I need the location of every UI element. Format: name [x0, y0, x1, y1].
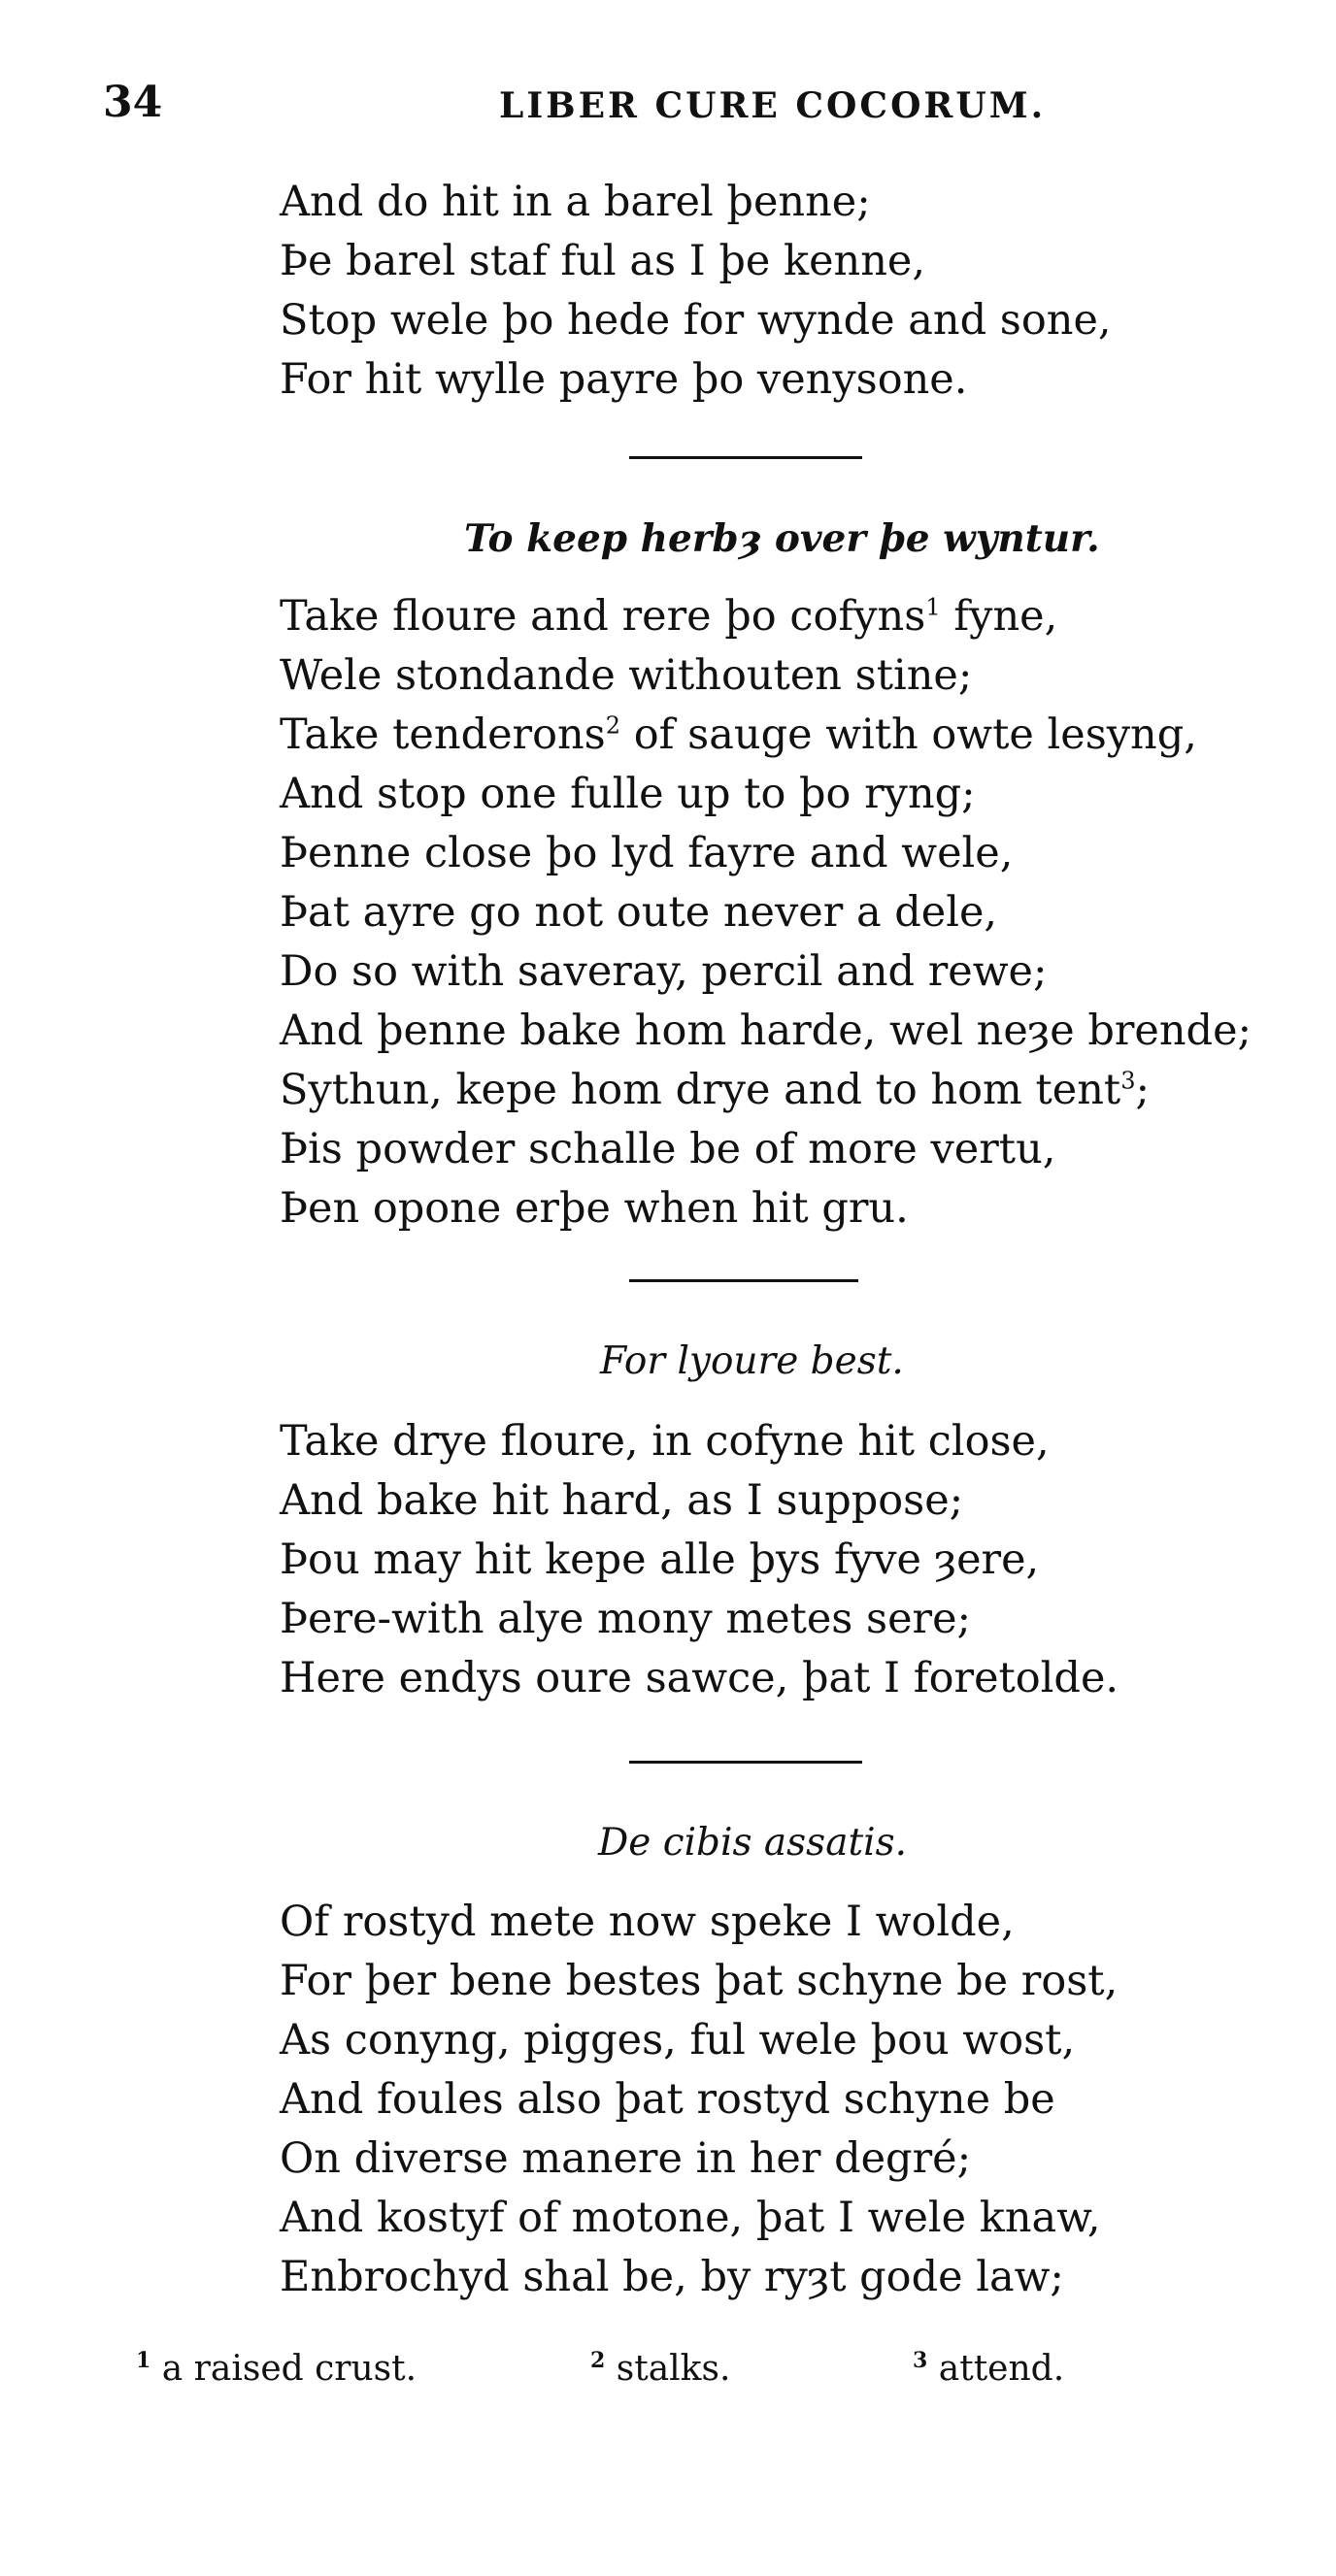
verse-line: Take drye floure, in cofyne hit close, [280, 1417, 1050, 1466]
verse-line: Sythun, kepe hom drye and to hom tent$^3$; [280, 1066, 1150, 1114]
footnote-marker: 3 [913, 2348, 928, 2373]
verse-line: Þere-with alye mony metes sere; [280, 1595, 972, 1643]
footnote-ref: 1 [925, 593, 941, 621]
footnote-ref: 2 [605, 711, 621, 740]
verse-line: Þe barel staf ful as I þe kenne, [280, 237, 926, 285]
verse-line: Enbrochyd shal be, by ryȝt gode law; [280, 2253, 1064, 2301]
verse-line: As conyng, pigges, ful wele þou wost, [280, 2016, 1076, 2064]
footnote-marker: 1 [136, 2348, 151, 2373]
verse-line: Þen opone erþe when hit gru. [280, 1184, 909, 1233]
verse-line: Do so with saveray, percil and rewe; [280, 947, 1048, 996]
verse-line: Þenne close þo lyd fayre and wele, [280, 829, 1014, 877]
verse-line: Wele stondande withouten stine; [280, 651, 973, 700]
footnote [913, 2349, 1064, 2389]
footnote [136, 2349, 417, 2389]
stanza-continuation [280, 173, 1112, 410]
verse-line: And foules also þat rostyd schyne be [280, 2075, 1055, 2124]
section-heading: De cibis assatis. [598, 1821, 907, 1865]
section-divider [629, 1761, 862, 1764]
footnote [590, 2349, 730, 2389]
footnote-marker: 2 [590, 2348, 606, 2373]
running-title: LIBER CURE COCORUM. [499, 85, 1047, 126]
verse-line: Take tenderons$^2$ of sauge with owte lesyng, [280, 710, 1197, 759]
verse-line: On diverse manere in her degré; [280, 2134, 972, 2183]
recipe-verse [280, 587, 1252, 1238]
footnote-ref: 3 [1120, 1067, 1136, 1095]
section-divider [629, 1279, 858, 1282]
section-divider [629, 456, 862, 459]
verse-line: For þer bene bestes þat schyne be rost, [280, 1957, 1119, 2005]
verse-line: Þat ayre go not oute never a dele, [280, 888, 998, 937]
verse-line: Stop wele þo hede for wynde and sone, [280, 296, 1112, 345]
recipe-verse [280, 1412, 1119, 1708]
verse-line: And kostyf of motone, þat I wele knaw, [280, 2194, 1101, 2242]
section-heading: To keep herbȝ over þe wyntur. [464, 516, 1100, 561]
verse-line: Þou may hit kepe alle þys fyve ȝere, [280, 1536, 1040, 1584]
verse-line: And þenne bake hom harde, wel neȝe brende; [280, 1007, 1252, 1055]
recipe-verse [280, 1893, 1118, 2307]
verse-line: Of rostyd mete now speke I wolde, [280, 1898, 1015, 1946]
verse-line: And do hit in a barel þenne; [280, 178, 871, 226]
footnote-text: attend. [938, 2349, 1065, 2389]
verse-line: Þis powder schalle be of more vertu, [280, 1125, 1056, 1173]
verse-line: Here endys oure sawce, þat I foretolde. [280, 1654, 1119, 1702]
footnote-text: stalks. [616, 2349, 731, 2389]
verse-line: And bake hit hard, as I suppose; [280, 1476, 964, 1525]
verse-line: And stop one fulle up to þo ryng; [280, 770, 976, 818]
footnote-text: a raised crust. [161, 2349, 418, 2389]
section-heading: For lyoure best. [600, 1339, 904, 1383]
verse-line: Take floure and rere þo cofyns$^1$ fyne, [280, 592, 1058, 641]
verse-line: For hit wylle payre þo venysone. [280, 355, 968, 404]
page-number: 34 [103, 78, 163, 127]
